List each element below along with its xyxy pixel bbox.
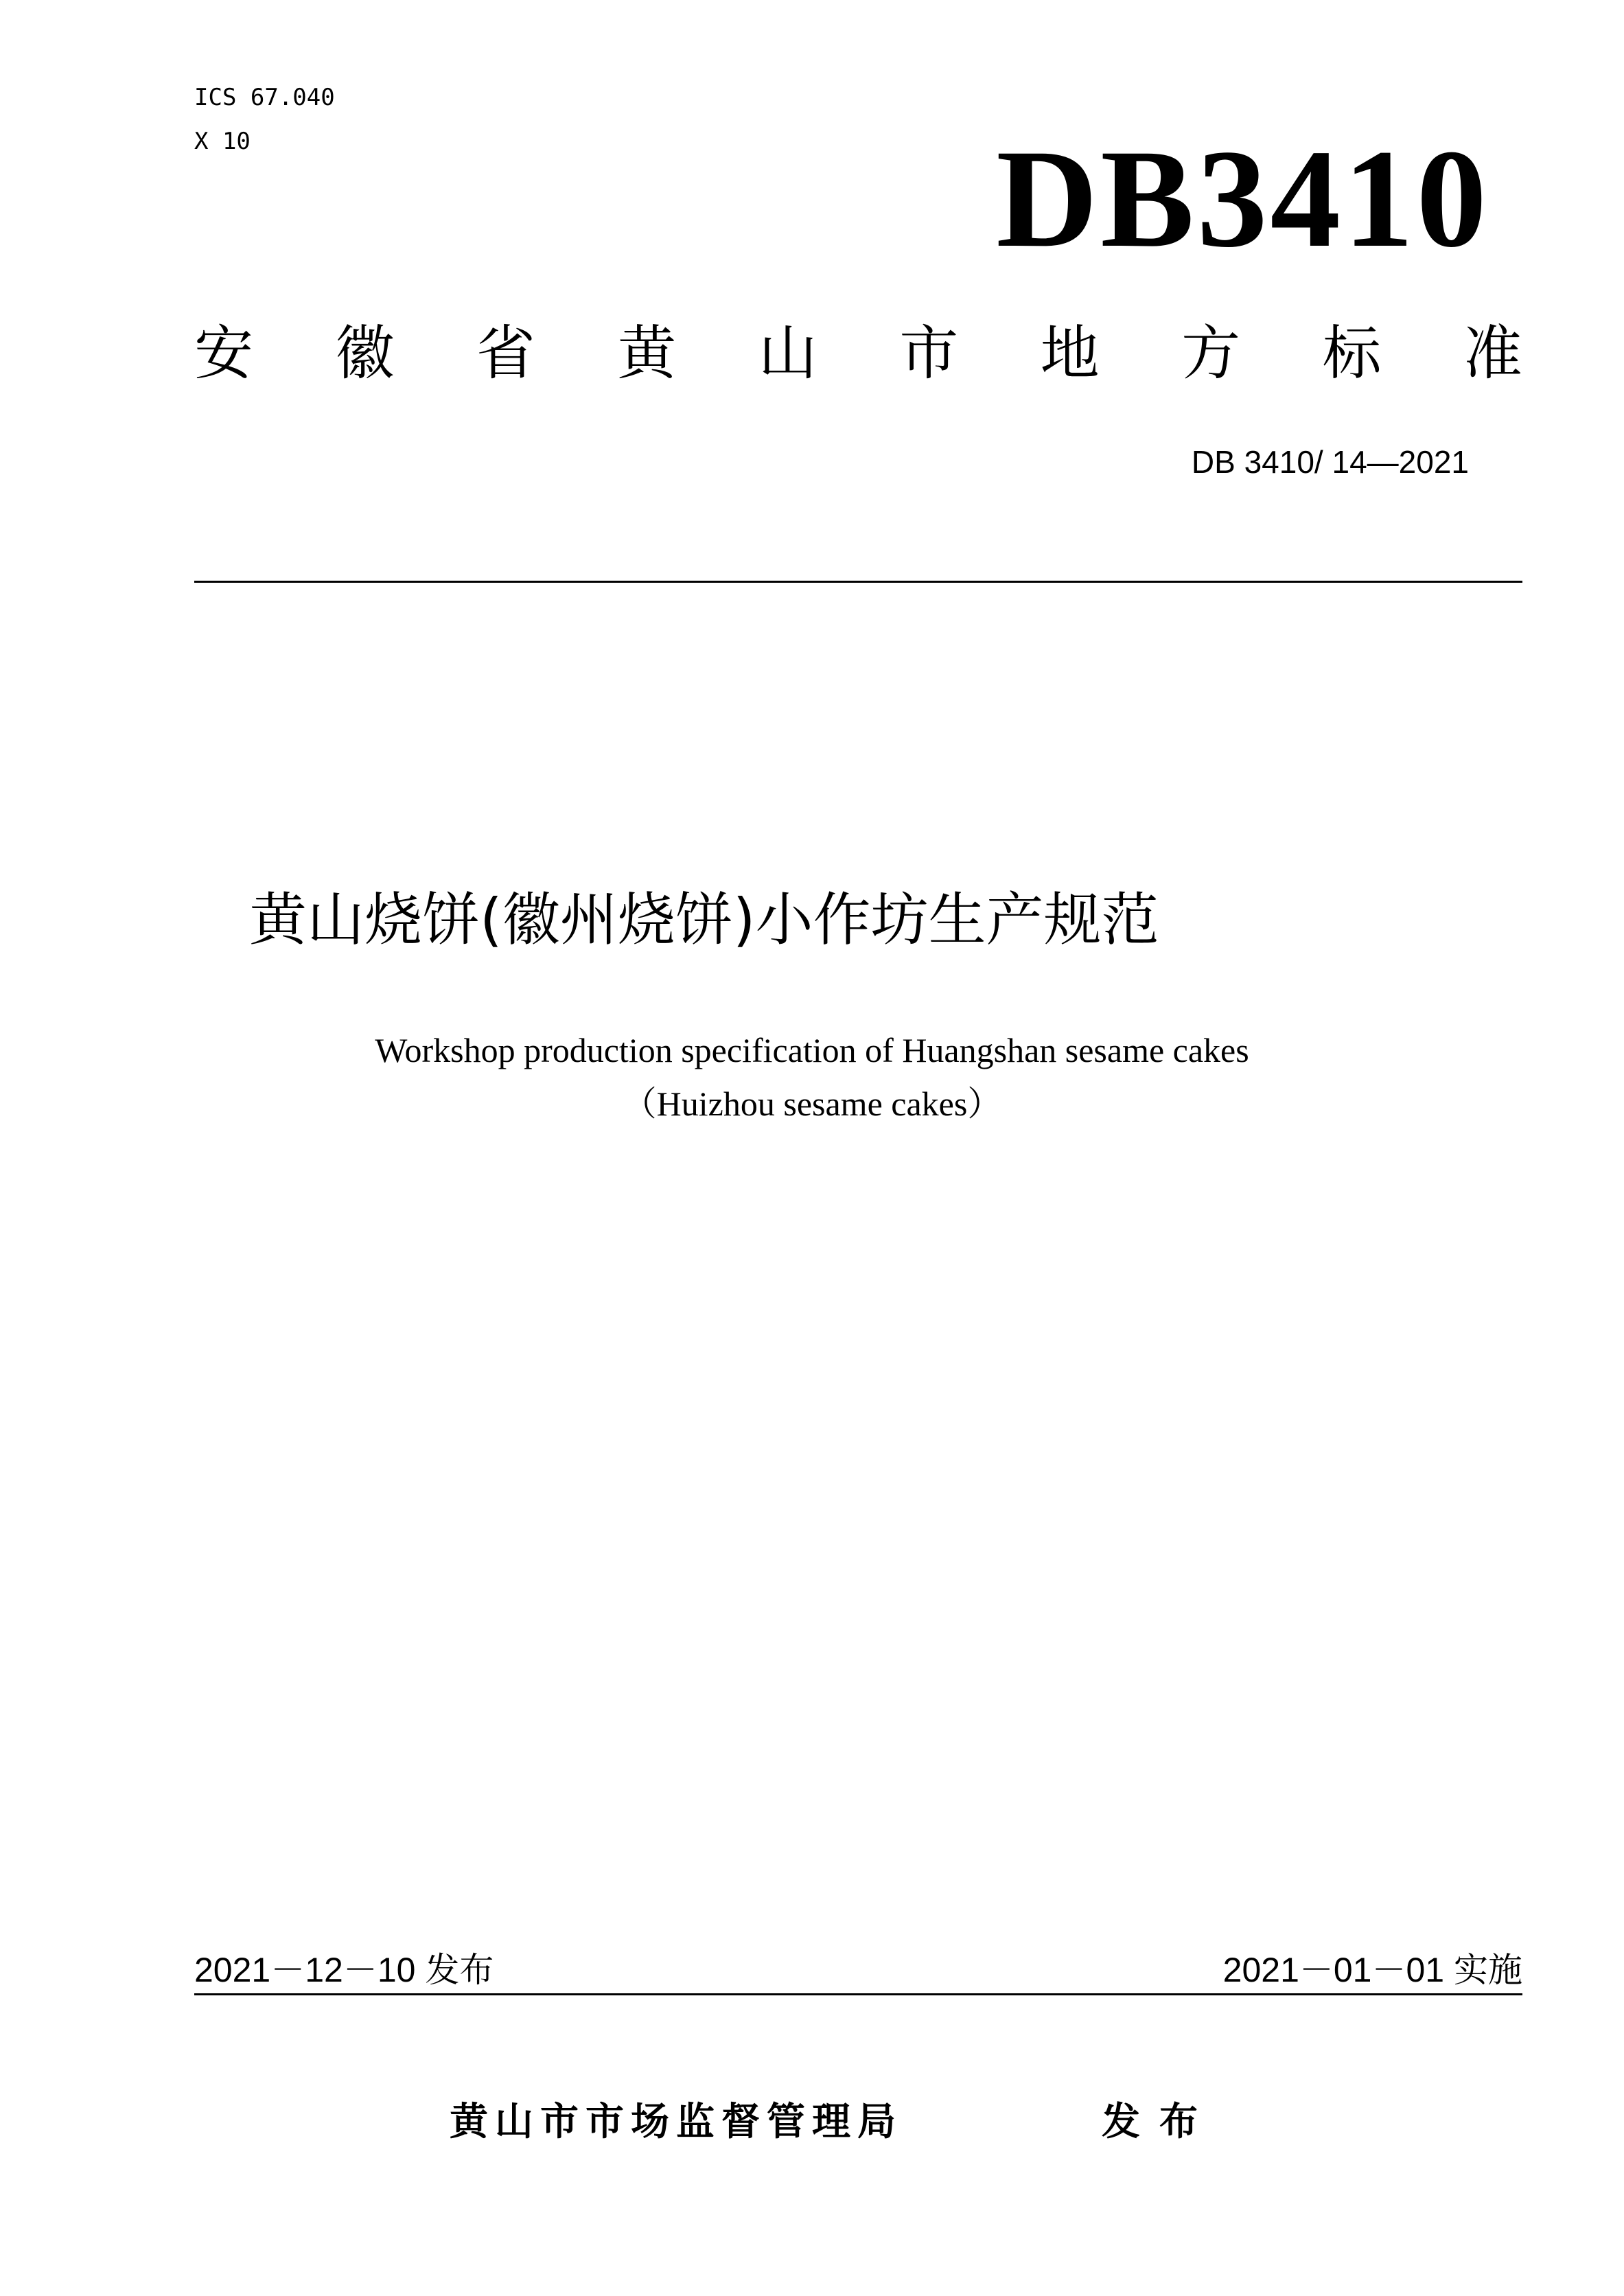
issue-date: 2021－12－10 发布	[194, 1951, 494, 1989]
standard-type-heading	[194, 319, 1522, 388]
footer-divider	[194, 1993, 1522, 1995]
document-title-en-subtitle: （Huizhou sesame cakes）	[622, 1085, 1002, 1123]
document-title-en: Workshop production specification of Huangshan sesame cakes	[375, 1031, 1249, 1069]
standard-type-char: 省	[476, 319, 535, 388]
standard-type-char: 准	[1463, 319, 1522, 388]
standard-type-char: 标	[1322, 319, 1382, 388]
standard-type-char: 徽	[335, 319, 395, 388]
header-divider	[194, 581, 1522, 583]
standard-type-char: 黄	[617, 319, 677, 388]
issue-label: 发布	[1102, 2100, 1217, 2144]
standard-type-char: 山	[758, 319, 817, 388]
document-title-zh: 黄山烧饼(徽州烧饼)小作坊生产规范	[249, 886, 1159, 953]
standard-type-char: 方	[1181, 319, 1241, 388]
issuing-authority: 黄山市市场监督管理局	[450, 2100, 903, 2144]
standard-type-char: 市	[899, 319, 959, 388]
classification-code: X 10	[194, 128, 251, 155]
ics-code: ICS 67.040	[194, 84, 335, 111]
standard-number: DB 3410/ 14—2021	[1191, 444, 1469, 480]
standard-logo: DB3410	[996, 121, 1489, 277]
standard-type-char: 安	[194, 319, 253, 388]
standard-type-char: 地	[1040, 319, 1100, 388]
implementation-date: 2021－01－01 实施	[1222, 1951, 1522, 1989]
